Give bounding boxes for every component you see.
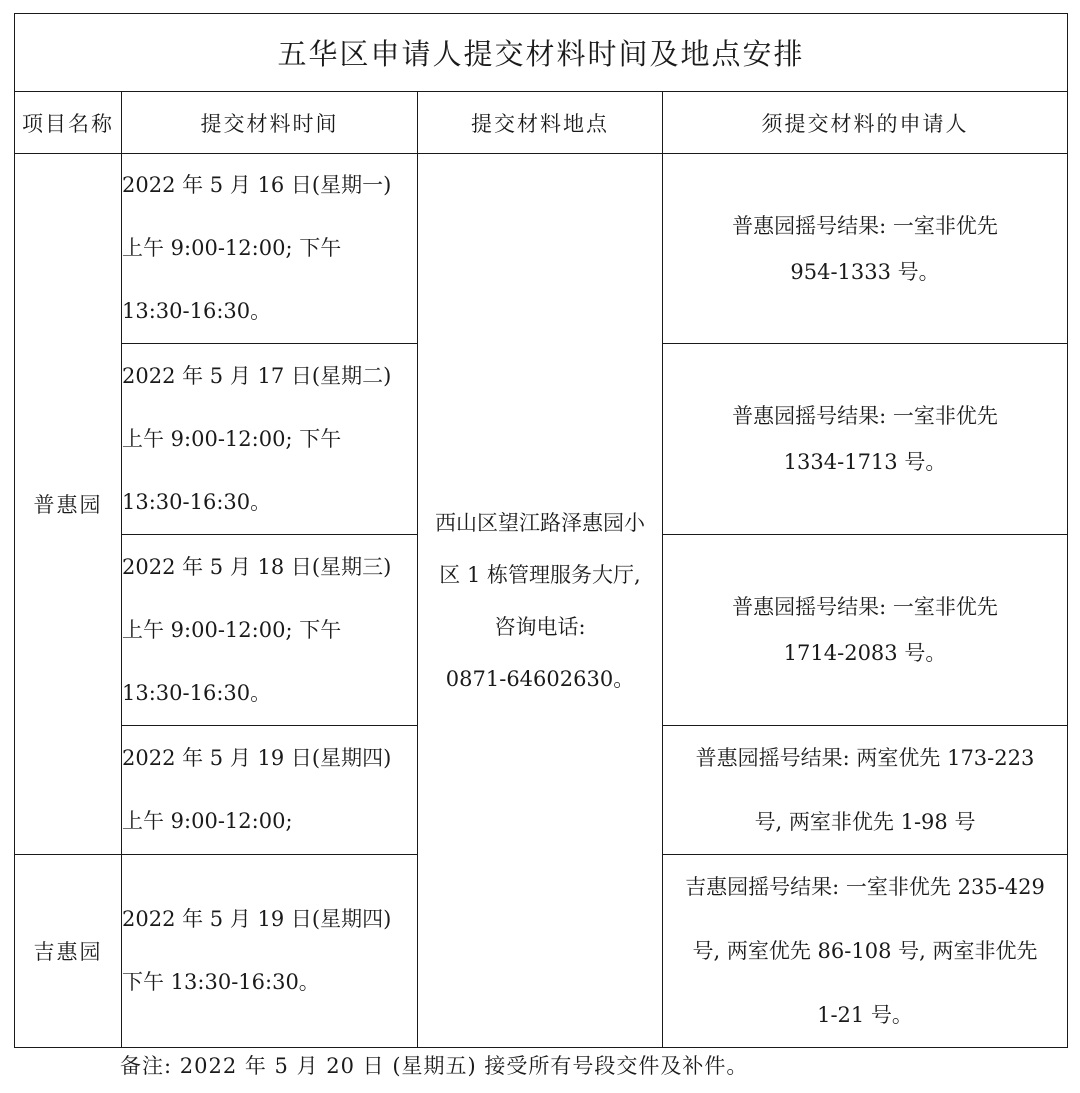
applicants-line: 普惠园摇号结果: 一室非优先 xyxy=(732,404,998,428)
header-applicants: 须提交材料的申请人 xyxy=(663,92,1068,154)
applicants-line: 吉惠园摇号结果: 一室非优先 235-429 xyxy=(685,875,1045,899)
applicants-line: 1-21 号。 xyxy=(817,1003,913,1027)
time-cell xyxy=(122,535,418,726)
applicants-line: 普惠园摇号结果: 一室非优先 xyxy=(732,595,998,619)
header-time: 提交材料时间 xyxy=(122,92,418,154)
phone-number: 0871-64602630。 xyxy=(445,666,635,691)
place-line: 西山区望江路泽惠园小 xyxy=(435,510,645,535)
time-line: 上午 9:00-12:00; 下午 xyxy=(122,617,342,642)
time-line: 2022 年 5 月 18 日(星期三) xyxy=(122,554,392,579)
time-line: 2022 年 5 月 17 日(星期二) xyxy=(122,363,392,388)
time-line: 2022 年 5 月 16 日(星期一) xyxy=(122,173,392,197)
applicants-cell xyxy=(663,535,1068,726)
applicants-line: 普惠园摇号结果: 一室非优先 xyxy=(732,213,998,238)
time-cell xyxy=(122,154,418,344)
applicants-line: 普惠园摇号结果: 两室优先 173-223 xyxy=(695,746,1035,770)
header-place: 提交材料地点 xyxy=(418,92,663,154)
table-row xyxy=(15,154,1068,344)
time-line: 上午 9:00-12:00; 下午 xyxy=(122,426,342,451)
time-line: 下午 13:30-16:30。 xyxy=(122,970,320,994)
schedule-table xyxy=(14,13,1068,1048)
time-line: 13:30-16:30。 xyxy=(122,299,272,323)
applicants-line: 954-1333 号。 xyxy=(790,259,940,284)
time-line: 2022 年 5 月 19 日(星期四) xyxy=(122,907,392,931)
time-cell xyxy=(122,855,418,1048)
table-title: 五华区申请人提交材料时间及地点安排 xyxy=(15,14,1068,92)
place-line: 区 1 栋管理服务大厅, xyxy=(439,562,641,587)
applicants-line: 号, 两室优先 86-108 号, 两室非优先 xyxy=(692,939,1038,963)
project-puhui: 普惠园 xyxy=(15,154,122,855)
place-line: 咨询电话: xyxy=(494,614,586,639)
time-line: 13:30-16:30。 xyxy=(122,489,272,514)
time-line: 上午 9:00-12:00; 下午 xyxy=(122,236,342,260)
project-jihui: 吉惠园 xyxy=(15,855,122,1048)
footnote: 备注: 2022 年 5 月 20 日 (星期五) 接受所有号段交件及补件。 xyxy=(120,1054,749,1078)
time-cell xyxy=(122,344,418,535)
time-cell xyxy=(122,726,418,855)
applicants-cell xyxy=(663,855,1068,1048)
place-cell xyxy=(418,154,663,1048)
applicants-line: 号, 两室非优先 1-98 号 xyxy=(754,810,976,834)
header-project: 项目名称 xyxy=(15,92,122,154)
time-line: 2022 年 5 月 19 日(星期四) xyxy=(122,746,392,770)
applicants-cell xyxy=(663,154,1068,344)
applicants-line: 1714-2083 号。 xyxy=(783,641,947,665)
applicants-cell xyxy=(663,344,1068,535)
applicants-line: 1334-1713 号。 xyxy=(783,450,947,474)
applicants-cell xyxy=(663,726,1068,855)
time-line: 上午 9:00-12:00; xyxy=(122,809,293,833)
time-line: 13:30-16:30。 xyxy=(122,680,272,705)
